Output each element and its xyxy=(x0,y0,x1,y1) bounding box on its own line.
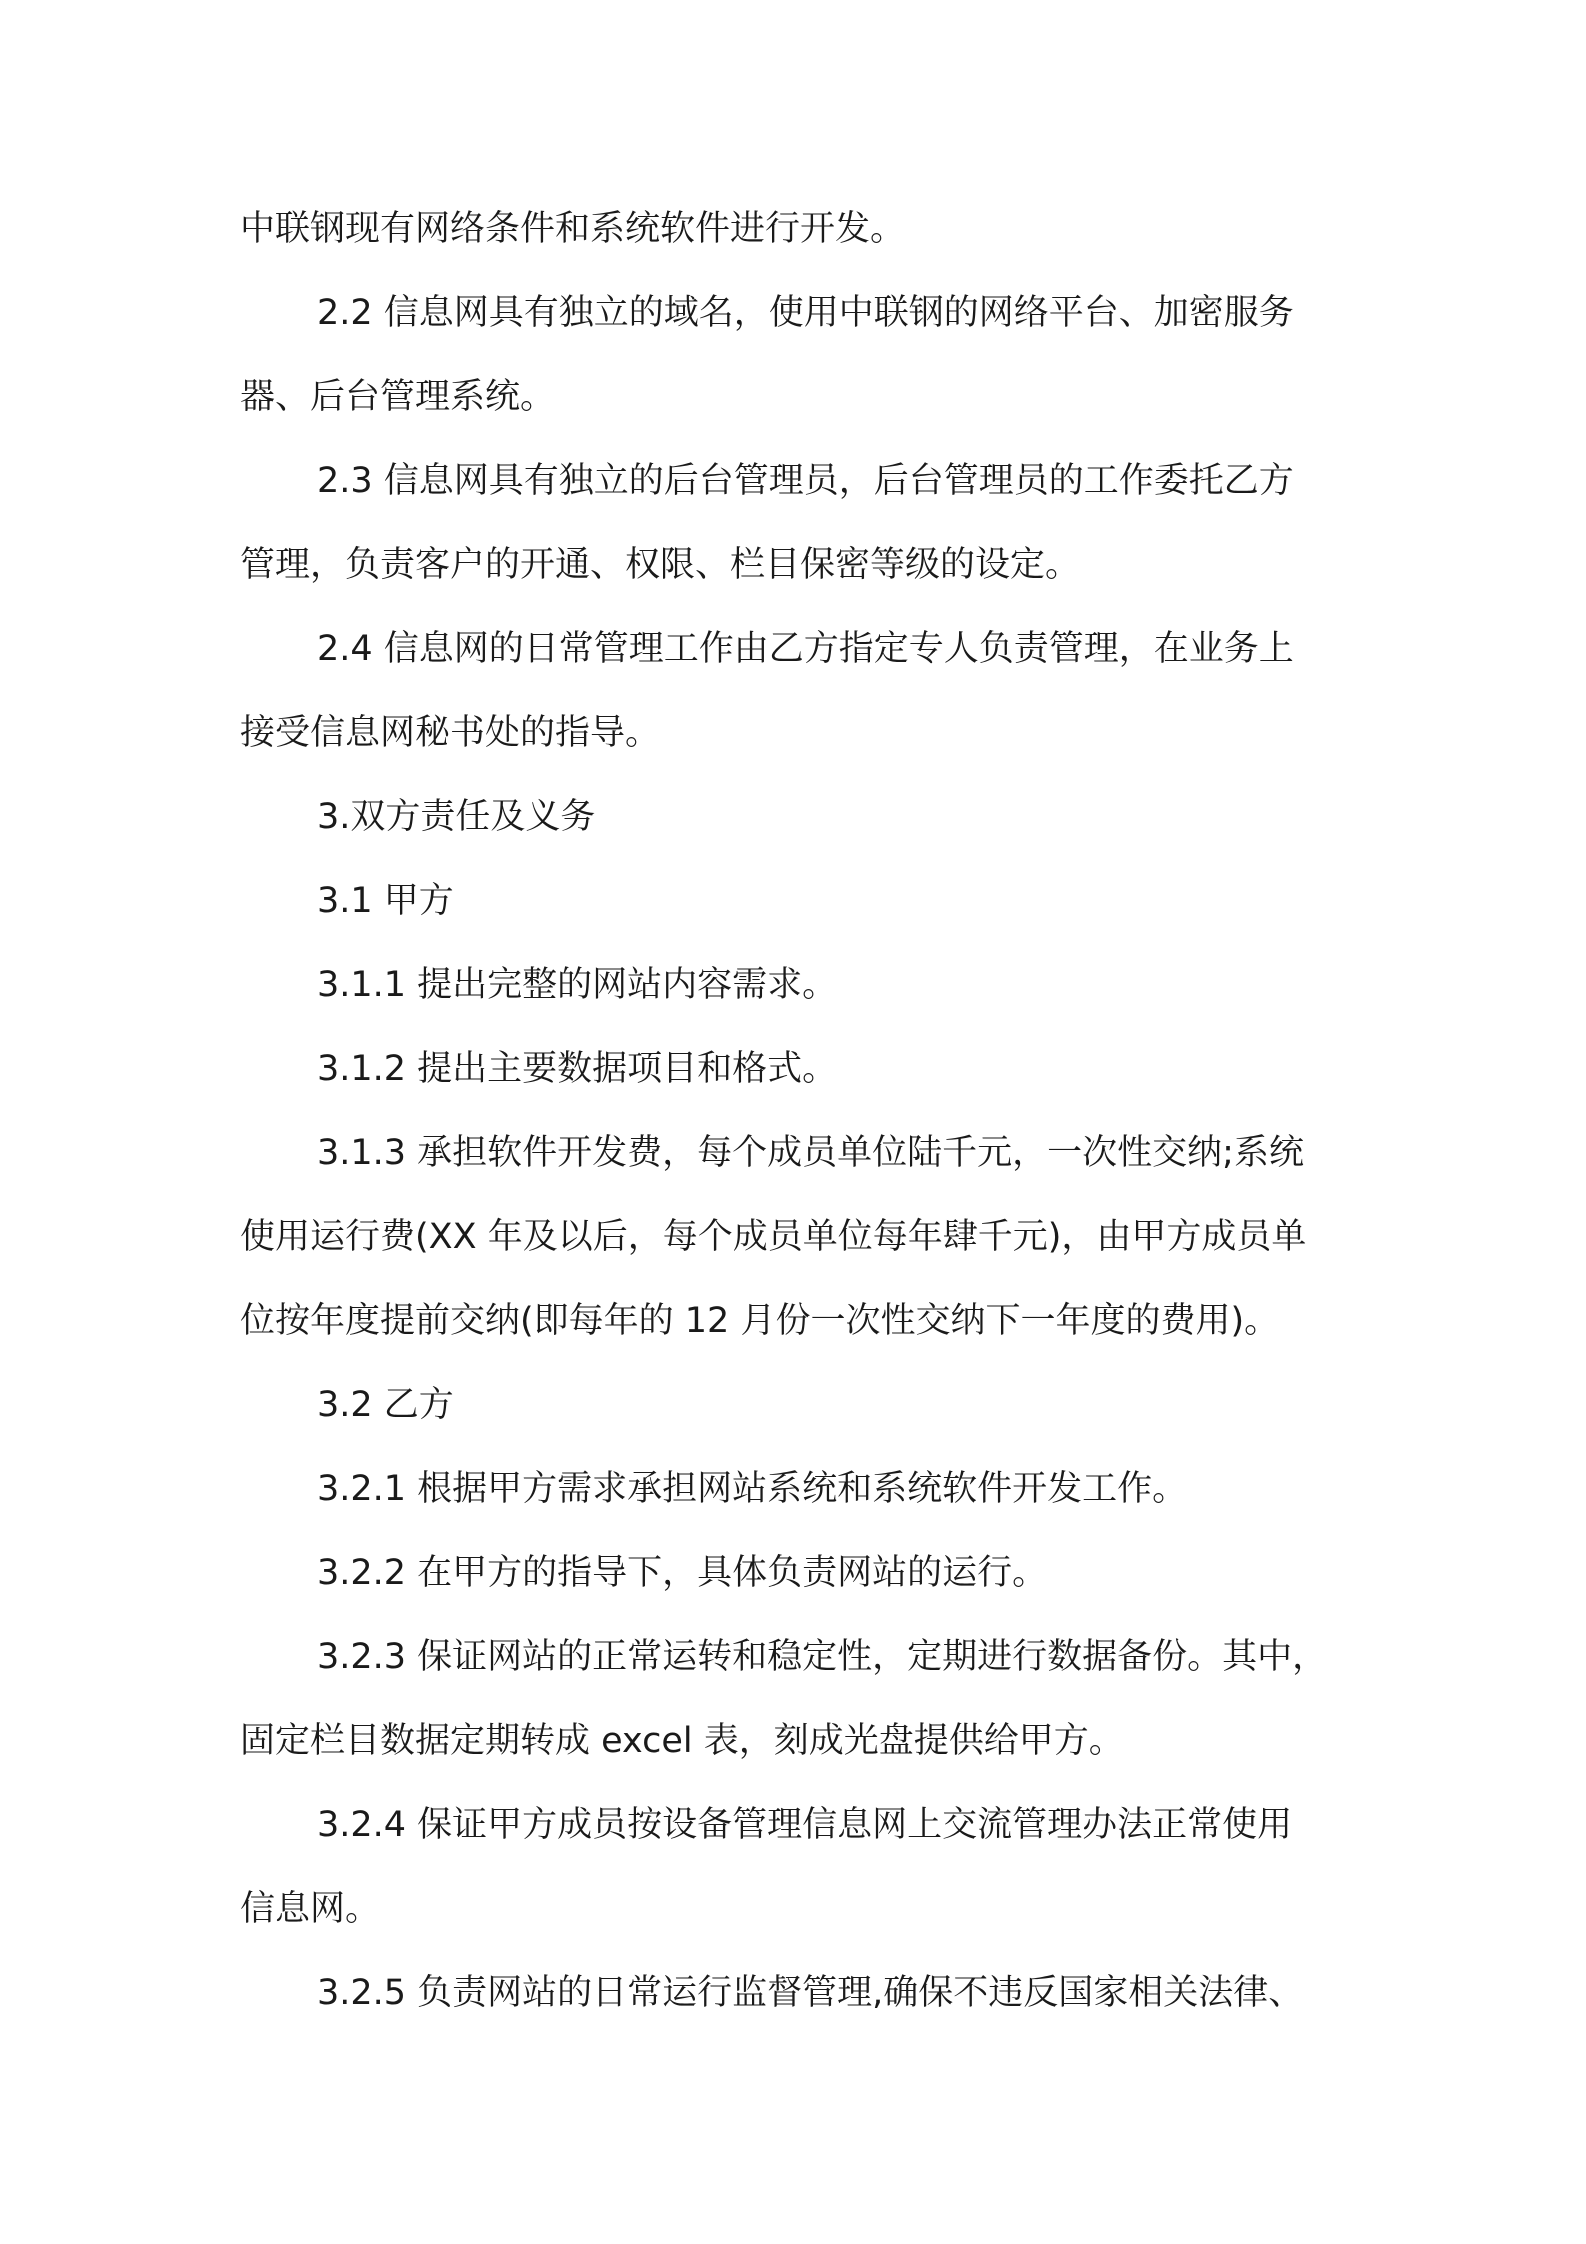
clause-3-2-1: 3.2.1 根据甲方需求承担网站系统和系统软件开发工作。 xyxy=(317,1469,1188,1509)
clause-3-1-3-line-3: 位按年度提前交纳(即每年的 12 月份一次性交纳下一年度的费用)。 xyxy=(240,1301,1280,1341)
clause-2-2-line-1: 2.2 信息网具有独立的域名，使用中联钢的网络平台、加密服务 xyxy=(317,293,1294,333)
clause-2-3-line-2: 管理，负责客户的开通、权限、栏目保密等级的设定。 xyxy=(240,545,1081,585)
clause-3-2-4-line-2: 信息网。 xyxy=(240,1889,381,1929)
clause-3-1-3-line-1: 3.1.3 承担软件开发费，每个成员单位陆千元，一次性交纳;系统 xyxy=(317,1133,1304,1173)
clause-2-3-line-1: 2.3 信息网具有独立的后台管理员，后台管理员的工作委托乙方 xyxy=(317,461,1294,501)
clause-3-1-3-line-2: 使用运行费(XX 年及以后，每个成员单位每年肆千元)，由甲方成员单 xyxy=(240,1217,1307,1257)
clause-3-2-3-line-2: 固定栏目数据定期转成 excel 表，刻成光盘提供给甲方。 xyxy=(240,1721,1124,1761)
section-3-2-heading: 3.2 乙方 xyxy=(317,1385,454,1425)
clause-2-4-line-1: 2.4 信息网的日常管理工作由乙方指定专人负责管理，在业务上 xyxy=(317,629,1294,669)
clause-3-2-3-line-1: 3.2.3 保证网站的正常运转和稳定性，定期进行数据备份。其中， xyxy=(317,1637,1328,1677)
paragraph-2-1-continuation: 中联钢现有网络条件和系统软件进行开发。 xyxy=(240,209,906,249)
clause-3-2-5-line-1: 3.2.5 负责网站的日常运行监督管理,确保不违反国家相关法律、 xyxy=(317,1973,1304,2013)
clause-2-2-line-2: 器、后台管理系统。 xyxy=(240,377,556,417)
clause-3-1-2: 3.1.2 提出主要数据项目和格式。 xyxy=(317,1049,838,1089)
section-3-heading: 3.双方责任及义务 xyxy=(317,797,596,837)
clause-3-2-2: 3.2.2 在甲方的指导下，具体负责网站的运行。 xyxy=(317,1553,1048,1593)
clause-2-4-line-2: 接受信息网秘书处的指导。 xyxy=(240,713,661,753)
clause-3-2-4-line-1: 3.2.4 保证甲方成员按设备管理信息网上交流管理办法正常使用 xyxy=(317,1805,1293,1845)
section-3-1-heading: 3.1 甲方 xyxy=(317,881,454,921)
clause-3-1-1: 3.1.1 提出完整的网站内容需求。 xyxy=(317,965,838,1005)
